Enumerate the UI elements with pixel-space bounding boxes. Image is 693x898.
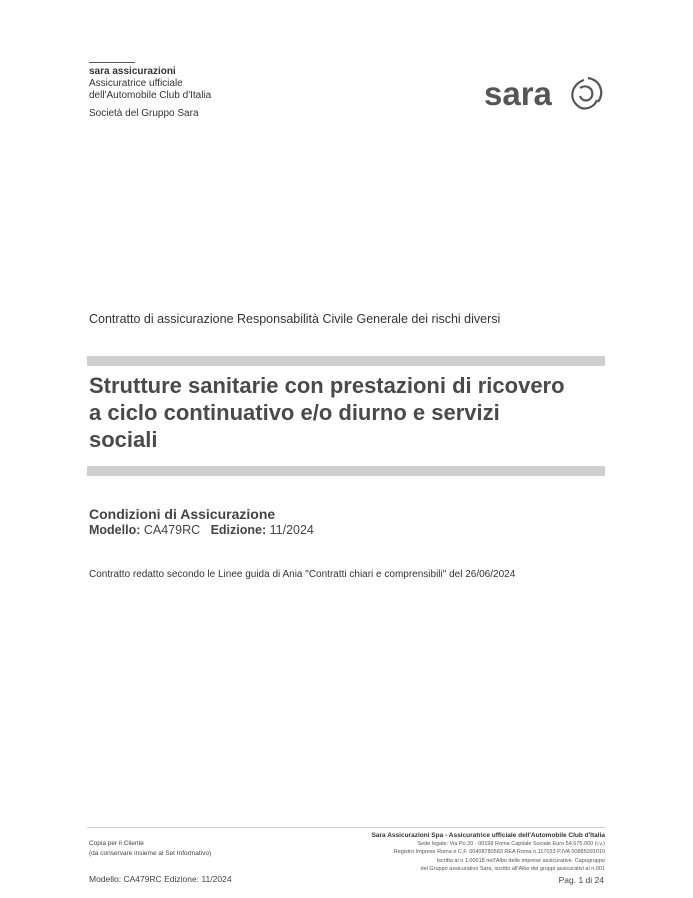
company-tagline-2: dell'Automobile Club d'Italia bbox=[89, 90, 212, 101]
group-note: Società del Gruppo Sara bbox=[89, 108, 199, 119]
company-tagline-1: Assicuratrice ufficiale bbox=[89, 78, 183, 89]
edition-value: 11/2024 bbox=[269, 523, 314, 537]
guideline-note: Contratto redatto secondo le Linee guida di Ania "Contratti chiari e comprensibili" del 26/06/2024 bbox=[89, 569, 516, 580]
edition-label: Edizione: bbox=[210, 523, 267, 537]
title-bar-bottom bbox=[87, 466, 605, 476]
title-line: a ciclo continuativo e/o diurno e servizi bbox=[89, 400, 500, 425]
legal-line: Sede legale: Via Po,20 - 00198 Roma Capitale Sociale Euro 54.675.000 (i.v.) bbox=[417, 841, 605, 847]
legal-info bbox=[305, 831, 605, 873]
header-rule bbox=[89, 62, 135, 63]
logo-text: sara bbox=[484, 75, 552, 112]
company-name: sara assicurazioni bbox=[89, 66, 176, 77]
title-line: Strutture sanitarie con prestazioni di ricovero bbox=[89, 373, 565, 398]
legal-line: del Gruppo assicurativo Sara, iscritto all'Albo dei gruppi assicurativi al n.001 bbox=[420, 865, 605, 872]
footer-rule bbox=[87, 827, 605, 828]
model-edition-line bbox=[89, 523, 314, 537]
sara-swirl-icon bbox=[572, 78, 601, 108]
model-value: CA479RC bbox=[143, 523, 201, 537]
document-title bbox=[89, 372, 609, 453]
conditions-title: Condizioni di Assicurazione bbox=[89, 506, 276, 522]
copy-line: Copia per il Cliente bbox=[89, 840, 144, 847]
legal-title: Sara Assicurazioni Spa - Assicuratrice ufficiale dell'Automobile Club d'Italia bbox=[371, 832, 605, 839]
legal-line: Registro Imprese Roma e C.F. 00408780583 REA Roma n.117033 P.IVA 00885091010 bbox=[393, 849, 605, 856]
title-bar-top bbox=[87, 356, 605, 366]
title-line: sociali bbox=[89, 427, 158, 452]
model-label: Modello: bbox=[89, 523, 141, 537]
company-block bbox=[89, 66, 211, 102]
contract-type: Contratto di assicurazione Responsabilità Civile Generale dei rischi diversi bbox=[89, 312, 501, 326]
page-number: Pag. 1 di 24 bbox=[558, 875, 604, 885]
sara-logo bbox=[484, 72, 606, 114]
footer-model-edition: Modello: CA479RC Edizione: 11/2024 bbox=[89, 874, 232, 884]
copy-line: (da conservare insieme al Set Informativo) bbox=[89, 850, 212, 857]
legal-line: Iscritta al n.1.00018 nell'Albo delle imprese assicurative. Capogruppo bbox=[436, 857, 605, 864]
copy-note bbox=[89, 839, 211, 859]
